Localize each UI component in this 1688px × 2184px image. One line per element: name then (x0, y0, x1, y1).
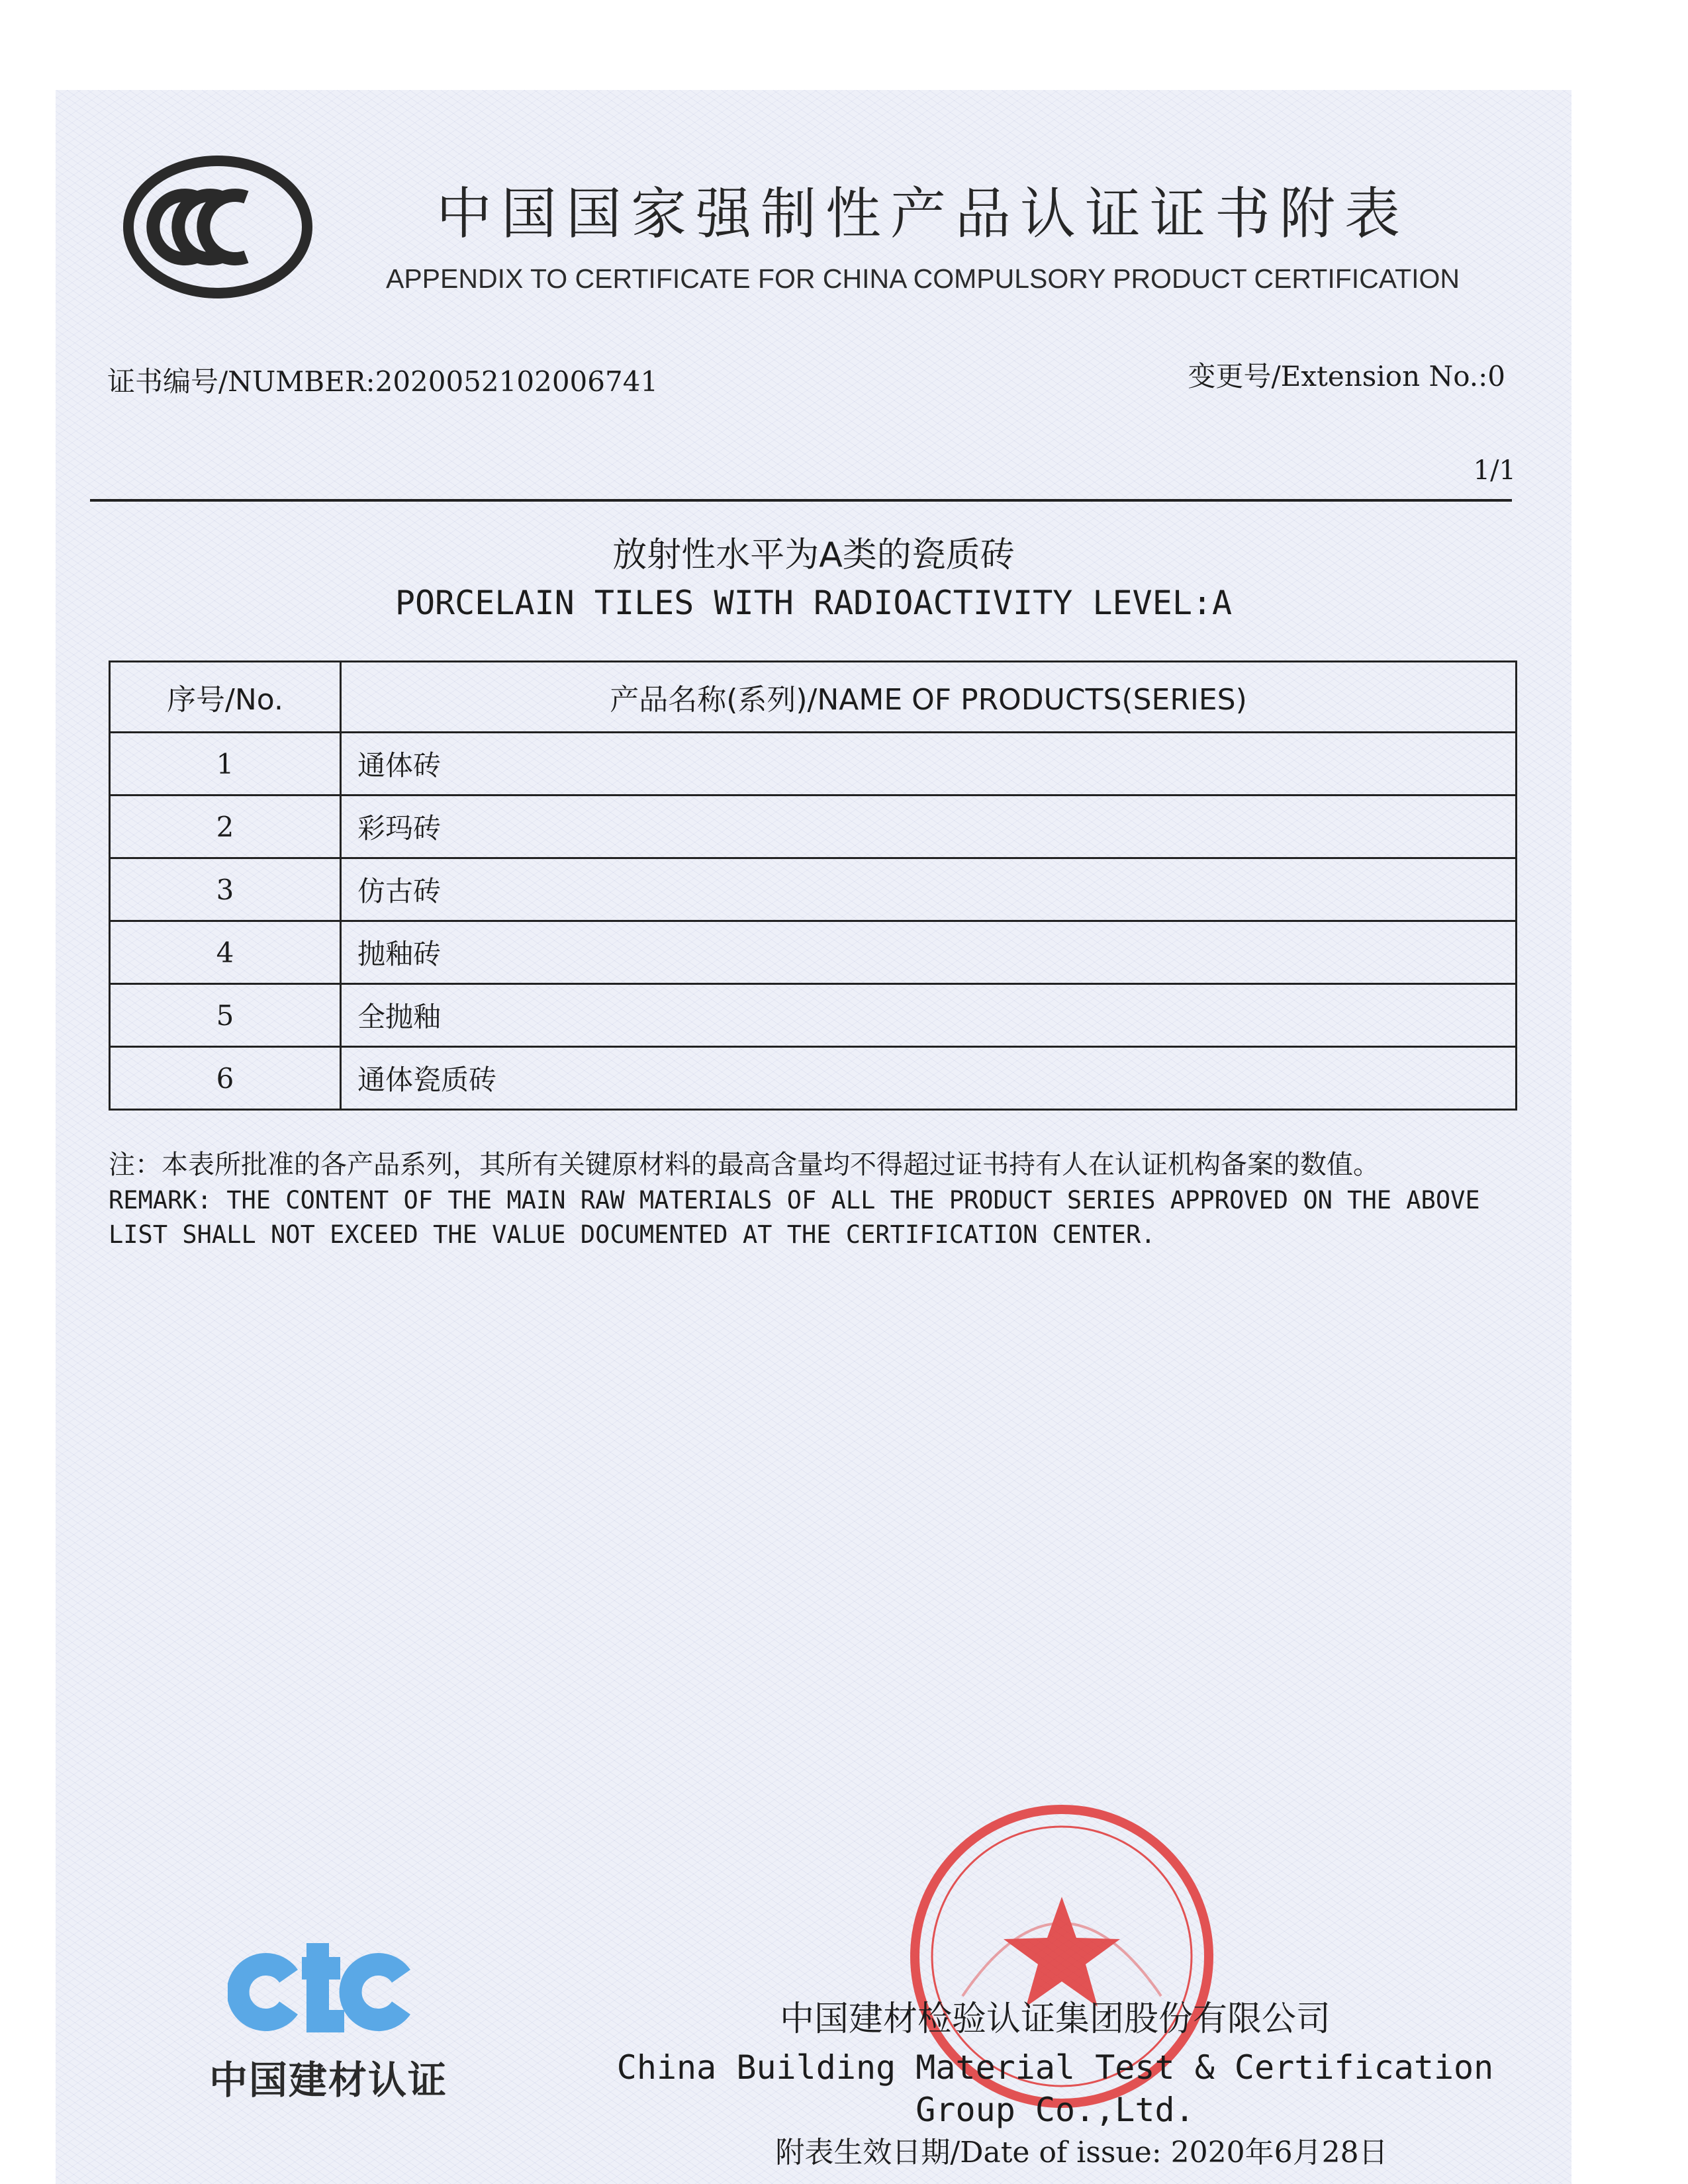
row-number: 3 (110, 858, 341, 921)
page-number: 1/1 (1473, 455, 1516, 486)
product-name: 通体砖 (341, 733, 1517, 796)
ctc-logo-icon (228, 1930, 426, 2036)
table-row (110, 858, 1517, 921)
table-row (110, 1047, 1517, 1110)
company-name-en: China Building Material Test & Certification Group Co.,Ltd. (616, 2048, 1494, 2129)
column-header-name: 产品名称(系列)/NAME OF PRODUCTS(SERIES) (341, 662, 1517, 733)
table-row (110, 733, 1517, 796)
remark-zh: 注：本表所批准的各产品系列，其所有关键原材料的最高含量均不得超过证书持有人在认证机构备案的数值。 (109, 1150, 1380, 1180)
product-group-title-en: PORCELAIN TILES WITH RADIOACTIVITY LEVEL:A (395, 584, 1233, 622)
table-header-row (110, 662, 1517, 733)
table-row (110, 796, 1517, 858)
issue-date: 附表生效日期/Date of issue: 2020年6月28日 (775, 2136, 1388, 2169)
products-table (109, 660, 1517, 1111)
header-divider (90, 499, 1512, 502)
row-number: 2 (110, 796, 341, 858)
certificate-number: 证书编号/NUMBER:2020052102006741 (107, 365, 659, 398)
table-row (110, 984, 1517, 1047)
certificate-sheet (56, 90, 1571, 2184)
product-name: 仿古砖 (341, 858, 1517, 921)
company-name-zh: 中国建材检验认证集团股份有限公司 (779, 1999, 1331, 2039)
column-header-no: 序号/No. (110, 662, 341, 733)
product-group-title-zh: 放射性水平为A类的瓷质砖 (612, 535, 1015, 575)
certificate-title-zh: 中国国家强制性产品认证证书附表 (436, 181, 1409, 246)
row-number: 4 (110, 921, 341, 984)
remark-en: REMARK: THE CONTENT OF THE MAIN RAW MATERIALS OF ALL THE PRODUCT SERIES APPROVED ON THE ABOVE LIST SHALL NOT EXCEED THE VALUE DOCUMENTED AT THE CERTIFICATION CENTER. (109, 1186, 1480, 1249)
ccc-logo-icon (122, 151, 314, 303)
row-number: 6 (110, 1047, 341, 1110)
row-number: 1 (110, 733, 341, 796)
product-name: 抛釉砖 (341, 921, 1517, 984)
product-name: 全抛釉 (341, 984, 1517, 1047)
extension-number: 变更号/Extension No.:0 (1188, 360, 1505, 392)
table-row (110, 921, 1517, 984)
product-name: 通体瓷质砖 (341, 1047, 1517, 1110)
product-name: 彩玛砖 (341, 796, 1517, 858)
certificate-title-en: APPENDIX TO CERTIFICATE FOR CHINA COMPULSORY PRODUCT CERTIFICATION (385, 263, 1460, 294)
ctc-logo-text: 中国建材认证 (209, 2058, 447, 2103)
row-number: 5 (110, 984, 341, 1047)
